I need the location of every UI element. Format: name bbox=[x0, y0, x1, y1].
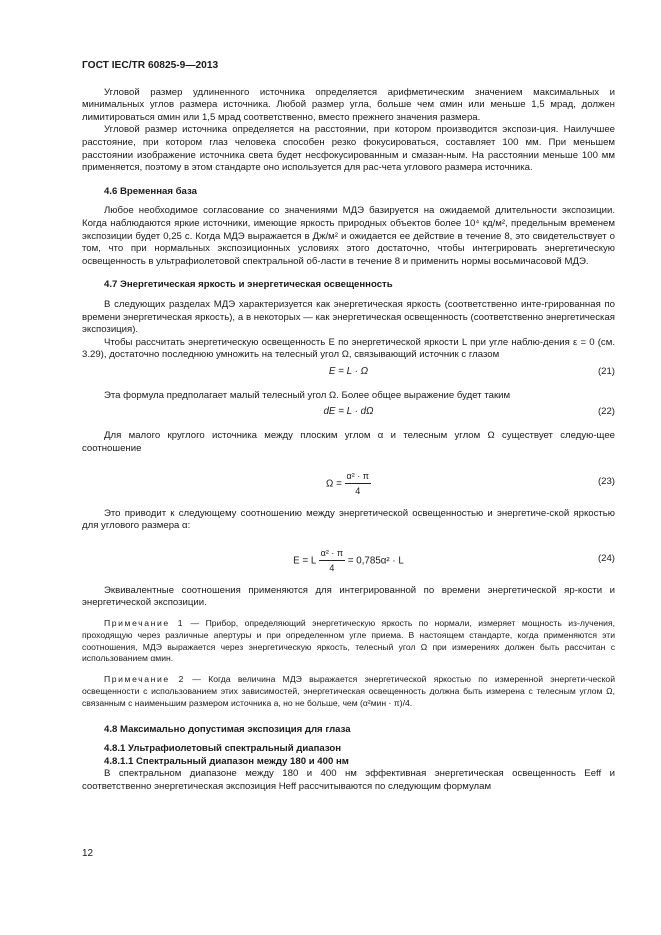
formula-23-fraction bbox=[345, 470, 371, 498]
section-4-7-paragraph-6: Эквивалентные соотношения применяются для интегрированной по времени энергетической яр-кости и энергетической экспозиции. bbox=[82, 584, 615, 609]
formula-21-number: (21) bbox=[597, 365, 615, 377]
formula-24-lhs: E = L bbox=[293, 555, 316, 567]
formula-23-numerator: α² · π bbox=[345, 470, 371, 485]
section-4-8-title: 4.8 Максимально допустимая экспозиция для глаза bbox=[104, 723, 351, 735]
intro-paragraph-2: Угловой размер источника определяется на расстоянии, при котором производится экспози-ция. Наилучшее расстояние, при котором глаз человека способен резко фокусироваться, составляет 100 мм. При меньшем расстоянии изображение источника света будет несфокусированным и смазан-ным. На расстоянии меньше 100 мм применяется, поэтому в этом стандарте оно используется для рас-чета углового размера источника. bbox=[82, 124, 615, 174]
formula-23 bbox=[82, 464, 615, 498]
section-4-8-1-1-title: 4.8.1.1 Спектральный диапазон между 180 и 400 нм bbox=[104, 755, 349, 767]
section-4-6-paragraph: Любое необходимое согласование со значениями МДЭ базируется на ожидаемой длительности экспозиции. Когда наблюдаются яркие источники, имеющие яркость природных объектов более 10⁴ кд/м², предельным временем экспозиции будет 0,25 с. Когда МДЭ выражается в Дж/м² и ожидается ее действие в течение 8, это свидетельствует о том, что при нормальных экспозиционных условиях этого достаточно, чтобы интегрировать энергетическую освещенность в ультрафиолетовой спектральной об-ласти в течение 8 и применить нормы восьмичасовой МДЭ. bbox=[82, 205, 615, 267]
section-4-7-paragraph-5: Это приводит к следующему соотношению между энергетической освещенностью и энергетиче-ской яркостью для углового размера α: bbox=[82, 507, 615, 532]
section-4-8-1-title: 4.8.1 Ультрафиолетовый спектральный диапазон bbox=[104, 743, 342, 755]
section-4-8-1-1-paragraph: В спектральном диапазоне между 180 и 400 нм эффективная энергетическая освещенность Eeff и соответственно энергетическая экспозиция Heff рассчитываются по следующим формулам bbox=[82, 768, 615, 792]
section-4-7-paragraph-3: Эта формула предполагает малый телесный угол Ω. Более общее выражение будет таким bbox=[104, 389, 511, 401]
intro-paragraph-1: Угловой размер удлиненного источника определяется арифметическим значением максимальных и минимальных углов размера источника. Любой размер угла, больше чем αмин или меньше 1,5 мрад, должен лимитироваться αмин или 1,5 мрад соответственно, вместо прежнего значения размера. bbox=[82, 86, 615, 123]
page-number: 12 bbox=[82, 848, 94, 859]
document-page bbox=[82, 60, 615, 794]
formula-23-denominator: 4 bbox=[355, 486, 361, 497]
formula-23-number: (23) bbox=[597, 475, 615, 487]
formula-24-numerator: α² · π bbox=[319, 547, 345, 562]
section-4-7-paragraph-1: В следующих разделах МДЭ характеризуется как энергетическая яркость (соответственно инте-грированная по времени энергетическая яркость), а в некоторых — как энергетическая освещенность (соответственно энергетическая экспозиция). bbox=[82, 298, 615, 336]
formula-24-expression bbox=[82, 547, 615, 575]
section-4-6-title: 4.6 Временная база bbox=[104, 185, 197, 197]
section-4-7-title: 4.7 Энергетическая яркость и энергетическая освещенность bbox=[104, 279, 393, 291]
formula-23-expression bbox=[82, 470, 615, 498]
formula-21-expression: E = L · Ω bbox=[328, 365, 369, 377]
formula-21 bbox=[82, 366, 615, 384]
formula-22-expression: dE = L · dΩ bbox=[323, 406, 374, 418]
note-1-text: — Прибор, определяющий энергетическую яркость по нормали, измеряет мощность из-лучения, проходящую через различные апертуры и при определенном угле приема. В настоящем стандарте, когда применяются эти соотношения, МДЭ выражается через энергетическую яркость, телесный угол Ω при измерениях должен быть рассчитан с использованием αмин. bbox=[82, 618, 616, 664]
formula-24-number: (24) bbox=[597, 552, 615, 564]
formula-23-lhs: Ω = bbox=[326, 478, 342, 490]
formula-22 bbox=[82, 406, 615, 424]
note-1-label: Примечание 1 bbox=[104, 618, 185, 629]
note-1 bbox=[82, 618, 615, 665]
formula-24-denominator: 4 bbox=[329, 563, 335, 574]
formula-24-fraction bbox=[319, 547, 345, 575]
note-2 bbox=[82, 674, 615, 709]
note-2-label: Примечание 2 bbox=[104, 674, 186, 685]
formula-22-number: (22) bbox=[597, 406, 615, 418]
section-4-7-paragraph-4: Для малого круглого источника между плоским углом α и телесным углом Ω существует следую-щее соотношение bbox=[82, 430, 615, 455]
document-header: ГОСТ IEC/TR 60825-9—2013 bbox=[82, 60, 219, 71]
section-4-7-paragraph-2: Чтобы рассчитать энергетическую освещенность E по энергетической яркости L при угле наблю-дения ε = 0 (см. 3.29), достаточно последнюю умножить на телесный угол Ω, связывающий источник с глазом bbox=[82, 336, 615, 361]
formula-24 bbox=[82, 541, 615, 575]
note-2-text: — Когда величина МДЭ выражается энергетической яркостью по измеренной энергети-ческой освещенности с использованием этих зависимостей, энергетическая освещенность должна быть измерена с телесным углом Ω, связанным с наименьшим размером источника a, но не больше, чем (α²мин · π)/4. bbox=[82, 674, 615, 708]
formula-24-rhs: = 0,785α² · L bbox=[347, 555, 404, 567]
